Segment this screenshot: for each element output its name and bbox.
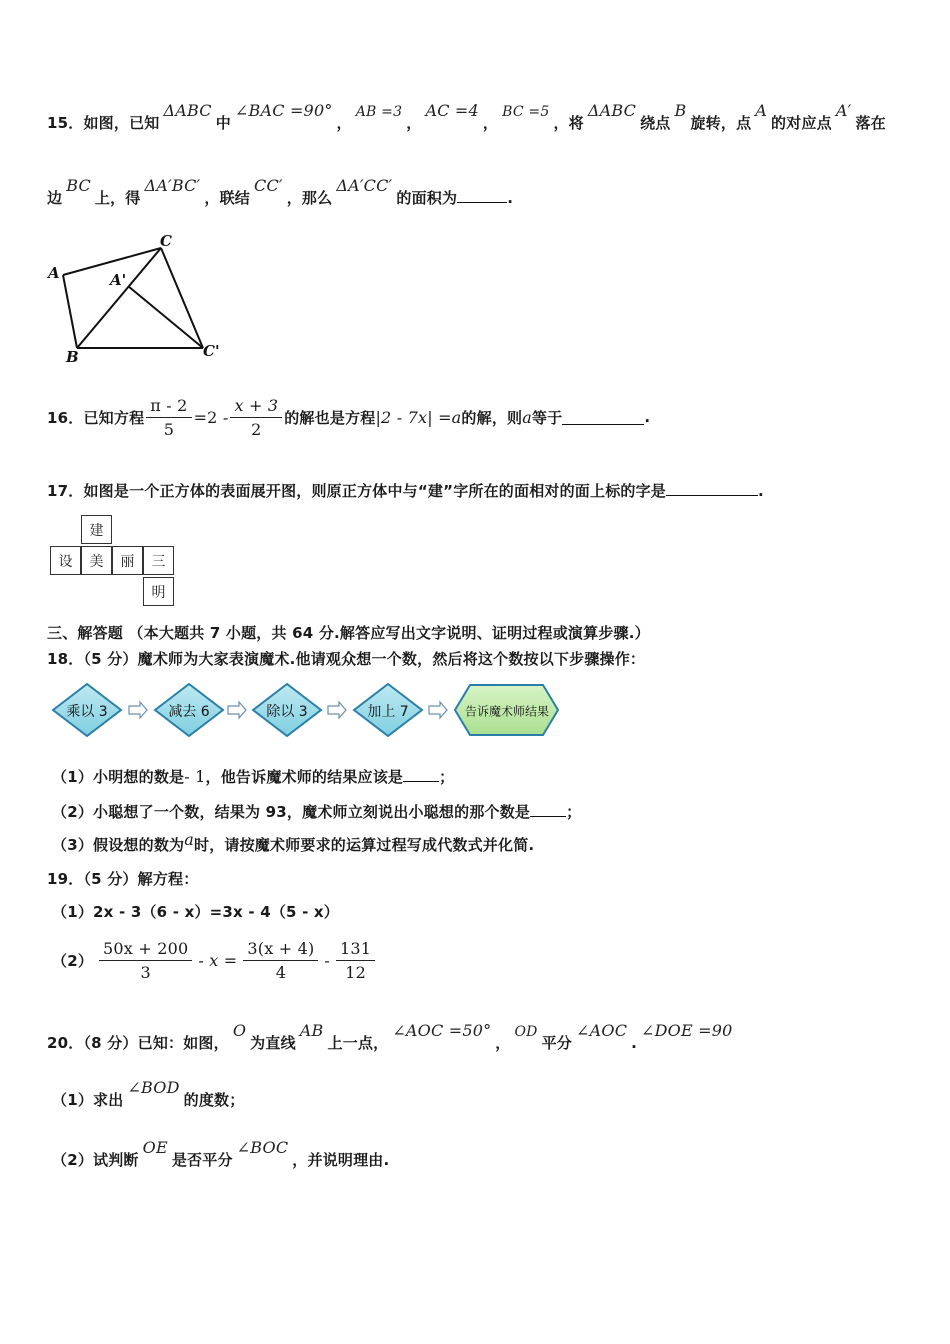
arrow-right-icon	[129, 702, 147, 718]
math-ac: AC =4	[425, 101, 479, 120]
math-cc-prime: CC′	[254, 176, 283, 195]
period: .	[758, 482, 764, 500]
q18-part1	[52, 766, 454, 787]
step-label-3: 除以 3	[266, 704, 308, 720]
fraction-pi-minus-2-over-5	[146, 396, 191, 439]
q15-line2	[47, 176, 514, 208]
text-point: 上一点，	[327, 1034, 389, 1052]
frac-denominator: 12	[345, 962, 366, 982]
frac-denominator: 2	[251, 419, 262, 439]
step-label-1: 乘以 3	[66, 704, 108, 720]
math-angle-doe-90: ∠DOE =90	[641, 1021, 733, 1040]
math-oe: OE	[142, 1138, 168, 1157]
frac-numerator: x + 3	[230, 396, 282, 418]
text-jiang: ，将	[553, 114, 584, 132]
q15-geometry-figure	[40, 228, 240, 368]
q18-part3	[52, 830, 535, 855]
frac-numerator: 50x + 200	[99, 939, 192, 961]
math-bc-seg: BC	[66, 176, 91, 195]
q19-question: 19．（5 分）解方程：	[47, 870, 199, 888]
label-a-prime: A'	[110, 271, 127, 289]
q19-part2	[52, 934, 377, 986]
answer-blank[interactable]	[562, 410, 644, 425]
segment-cc-prime	[161, 248, 203, 348]
comma: ，	[336, 114, 352, 132]
q20-p2-text3: ，并说明理由.	[292, 1151, 390, 1169]
text-corresponding: 的对应点	[771, 114, 832, 132]
math-abs-equation: |2 - 7x| =a	[375, 407, 462, 427]
q16-line	[47, 392, 650, 442]
text-on-line: 为直线	[250, 1034, 296, 1052]
net-cell-li: 丽	[112, 546, 143, 575]
text-solution-also: 的解也是方程	[284, 408, 376, 427]
math-angle-boc: ∠BOC	[236, 1138, 289, 1157]
math-equals-2-minus: =2 -	[193, 407, 229, 427]
q18-p2-text: （2）小聪想了一个数，结果为 93，魔术师立刻说出小聪想的那个数是	[52, 803, 531, 821]
q17-line	[47, 480, 764, 501]
math-angle-bac: ∠BAC =90°	[234, 101, 333, 120]
arrow-right-icon	[328, 702, 346, 718]
q18-p3-text: （3）假设想的数为	[52, 836, 185, 854]
q18-p1-text: （1）小明想的数是	[52, 768, 185, 786]
text-lands: 落在	[855, 114, 886, 132]
math-a: A	[755, 101, 768, 120]
math-a: a	[522, 407, 532, 427]
math-bc: BC =5	[502, 104, 550, 120]
math-triangle-acc: ΔA′CC′	[336, 176, 393, 195]
math-triangle-abc: ΔABC	[587, 101, 637, 120]
math-a-prime: A′	[835, 101, 852, 120]
net-cell-ming: 明	[143, 577, 174, 606]
period: .	[507, 189, 514, 207]
q20-p2-text2: 是否平分	[171, 1151, 233, 1169]
math-od: OD	[514, 1024, 538, 1040]
label-a: A	[48, 264, 60, 282]
frac-denominator: 5	[163, 419, 175, 439]
q18-p3-text2: 时，请按魔术师要求的运算过程写成代数式并化简.	[194, 836, 535, 854]
step-label-5: 告诉魔术师结果	[464, 704, 550, 719]
comma: ，	[406, 114, 422, 132]
segment-a-prime-c-prime	[128, 286, 203, 348]
text-connect: ，联结	[204, 189, 250, 207]
math-o: O	[232, 1021, 247, 1040]
q18-part2	[52, 801, 581, 822]
math-angle-aoc-50: ∠AOC =50°	[392, 1021, 492, 1040]
text-area: 的面积为	[396, 189, 458, 207]
comma: ，	[495, 1034, 511, 1052]
text-bisect: 平分	[541, 1034, 573, 1052]
segment-bc	[77, 248, 161, 348]
label-c: C	[160, 232, 172, 250]
text-rao: 绕点	[640, 114, 671, 132]
math-minus: -	[324, 950, 331, 970]
math-triangle-abc: ΔABC	[163, 101, 212, 120]
q20-part2	[52, 1138, 390, 1170]
math-ab: AB	[299, 1021, 324, 1040]
label-c-prime: C'	[203, 342, 220, 360]
text-rotate: 旋转，点	[690, 114, 752, 132]
q16-intro: 16．已知方程	[47, 408, 145, 427]
net-cell-mei: 美	[81, 546, 112, 575]
math-a: a	[184, 830, 194, 849]
answer-blank[interactable]	[457, 188, 507, 203]
q20-intro: 20．（8 分）已知：如图，	[47, 1034, 229, 1052]
fraction-50x-plus-200-over-3	[99, 939, 192, 982]
frac-numerator: 131	[336, 939, 375, 961]
q20-p1-text2: 的度数；	[183, 1091, 245, 1109]
q18-p1-text2: ，他告诉魔术师的结果应该是	[205, 768, 404, 786]
q19-p2-label: （2）	[52, 951, 94, 970]
period: .	[644, 408, 651, 426]
q20-p1-text: （1）求出	[52, 1091, 124, 1109]
step-label-2: 减去 6	[168, 704, 210, 720]
arrow-right-icon	[429, 702, 447, 718]
text-zhong: 中	[215, 114, 231, 132]
text-then: ，那么	[286, 189, 333, 207]
segment-ab	[63, 275, 77, 348]
math-angle-bod: ∠BOD	[127, 1078, 180, 1097]
frac-denominator: 4	[275, 962, 287, 982]
label-b: B	[66, 348, 79, 366]
net-cell-san: 三	[143, 546, 174, 575]
text-equals: 等于	[531, 408, 563, 427]
math-angle-aoc: ∠AOC	[576, 1021, 628, 1040]
q15-line1	[47, 101, 886, 133]
math-minus-x-equals: - x =	[198, 950, 238, 970]
answer-blank[interactable]	[530, 802, 566, 817]
frac-numerator: π - 2	[146, 396, 191, 418]
math-triangle-abc-prime: ΔA′BC′	[144, 176, 201, 195]
fraction-3-x-plus-4-over-4	[243, 939, 318, 982]
q18-question: 18．（5 分）魔术师为大家表演魔术.他请观众想一个数，然后将这个数按以下步骤操作：	[47, 650, 646, 668]
text-then: 的解，则	[461, 408, 523, 427]
q20-p2-text: （2）试判断	[52, 1151, 139, 1169]
section3-title: 三、解答题 （本大题共 7 小题，共 64 分.解答应写出文字说明、证明过程或演算步骤.）	[47, 624, 650, 642]
q19-part1: （1）2x - 3（6 - x）=3x - 4（5 - x）	[52, 903, 340, 921]
semicolon: ；	[439, 768, 455, 786]
period: .	[631, 1034, 638, 1052]
net-cell-she: 设	[50, 546, 81, 575]
fraction-x-plus-3-over-2	[230, 396, 282, 439]
frac-denominator: 3	[140, 962, 151, 982]
answer-blank[interactable]	[403, 767, 439, 782]
semicolon: ；	[566, 803, 582, 821]
math-b: B	[674, 101, 687, 120]
frac-numerator: 3(x + 4)	[243, 939, 318, 961]
math-ab: AB =3	[355, 104, 403, 120]
q15-intro: 15．如图，已知	[47, 114, 160, 132]
text-side: 边	[47, 189, 63, 207]
comma: ，	[482, 114, 499, 132]
net-cell-jian: 建	[81, 515, 112, 544]
q20-part1	[52, 1078, 245, 1110]
fraction-131-over-12	[336, 939, 375, 982]
arrow-right-icon	[228, 702, 246, 718]
step-label-4: 加上 7	[367, 704, 409, 720]
cube-net	[50, 515, 178, 607]
q17-question: 17．如图是一个正方体的表面展开图，则原正方体中与“建”字所在的面相对的面上标的字是	[47, 482, 666, 500]
text-get: 上，得	[94, 189, 141, 207]
math-minus-one: - 1	[184, 767, 206, 786]
q20-line	[47, 1021, 737, 1053]
answer-blank[interactable]	[666, 481, 758, 496]
